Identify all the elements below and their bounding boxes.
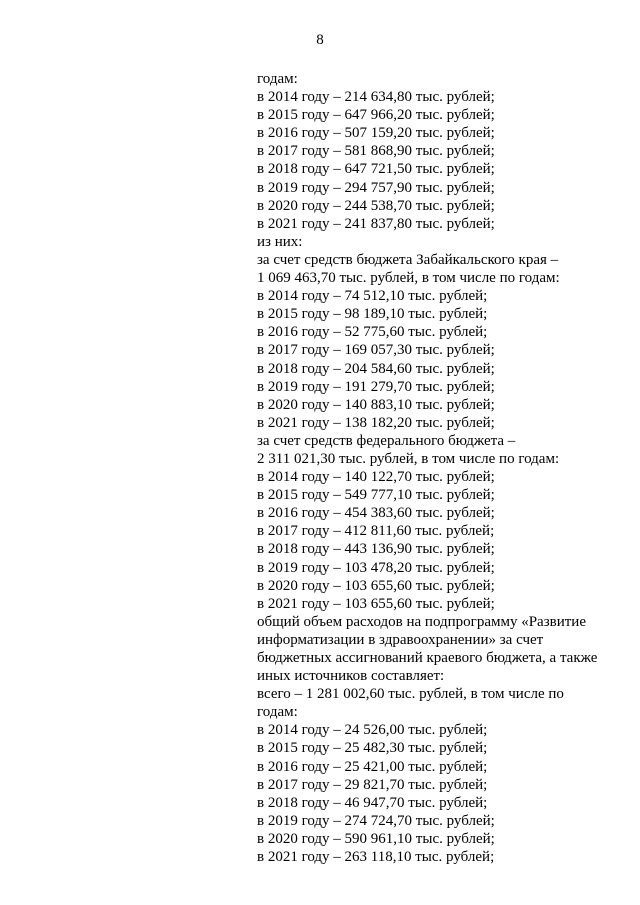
text-line: в 2019 году – 103 478,20 тыс. рублей;: [257, 559, 495, 576]
text-line: в 2021 году – 241 837,80 тыс. рублей;: [257, 215, 495, 232]
text-line: 2 311 021,30 тыс. рублей, в том числе по годам:: [257, 450, 560, 467]
text-line: в 2018 году – 46 947,70 тыс. рублей;: [257, 794, 488, 811]
text-line: в 2014 году – 214 634,80 тыс. рублей;: [257, 89, 495, 106]
text-line: в 2021 году – 263 118,10 тыс. рублей;: [257, 849, 495, 866]
text-line: иных источников составляет:: [257, 668, 445, 685]
text-line: в 2015 году – 647 966,20 тыс. рублей;: [257, 107, 495, 124]
text-line: в 2017 году – 169 057,30 тыс. рублей;: [257, 342, 495, 359]
text-line: в 2019 году – 191 279,70 тыс. рублей;: [257, 378, 495, 395]
text-line: бюджетных ассигнований краевого бюджета, а также: [257, 650, 598, 666]
text-line: за счет средств федерального бюджета –: [257, 432, 516, 449]
text-line: в 2014 году – 74 512,10 тыс. рублей;: [257, 288, 488, 305]
text-line: в 2020 году – 590 961,10 тыс. рублей;: [257, 830, 495, 847]
text-line: в 2016 году – 52 775,60 тыс. рублей;: [257, 324, 488, 341]
text-line: общий объем расходов на подпрограмму «Развитие: [257, 613, 586, 630]
text-line: в 2014 году – 140 122,70 тыс. рублей;: [257, 469, 495, 486]
text-line: 1 069 463,70 тыс. рублей, в том числе по годам:: [257, 270, 560, 287]
text-line: годам:: [257, 71, 298, 87]
text-line: в 2016 году – 25 421,00 тыс. рублей;: [257, 758, 488, 775]
text-line: в 2017 году – 29 821,70 тыс. рублей;: [257, 776, 488, 793]
text-line: в 2015 году – 98 189,10 тыс. рублей;: [257, 306, 488, 323]
page-number: 8: [316, 32, 324, 48]
text-line: в 2018 году – 204 584,60 тыс. рублей;: [257, 360, 495, 377]
text-line: в 2017 году – 581 868,90 тыс. рублей;: [257, 143, 495, 160]
text-line: из них:: [257, 233, 303, 250]
text-line: за счет средств бюджета Забайкальского края –: [257, 251, 559, 268]
document-body: [257, 70, 617, 866]
text-line: в 2018 году – 443 136,90 тыс. рублей;: [257, 541, 495, 558]
text-line: в 2021 году – 103 655,60 тыс. рублей;: [257, 595, 495, 612]
text-line: годам:: [257, 704, 298, 721]
text-line: в 2017 году – 412 811,60 тыс. рублей;: [257, 523, 495, 540]
text-line: в 2019 году – 294 757,90 тыс. рублей;: [257, 179, 495, 196]
text-line: в 2021 году – 138 182,20 тыс. рублей;: [257, 414, 495, 431]
text-line: в 2016 году – 507 159,20 тыс. рублей;: [257, 125, 495, 142]
text-line: в 2020 году – 140 883,10 тыс. рублей;: [257, 396, 495, 413]
text-line: информатизации в здравоохранении» за счет: [257, 631, 544, 648]
text-line: в 2018 году – 647 721,50 тыс. рублей;: [257, 161, 495, 178]
text-line: в 2019 году – 274 724,70 тыс. рублей;: [257, 812, 495, 829]
text-line: в 2014 году – 24 526,00 тыс. рублей;: [257, 722, 488, 739]
text-line: в 2020 году – 103 655,60 тыс. рублей;: [257, 577, 495, 594]
text-line: в 2020 году – 244 538,70 тыс. рублей;: [257, 197, 495, 214]
text-line: в 2015 году – 549 777,10 тыс. рублей;: [257, 487, 495, 504]
text-line: в 2015 году – 25 482,30 тыс. рублей;: [257, 740, 488, 757]
text-line: в 2016 году – 454 383,60 тыс. рублей;: [257, 505, 495, 522]
text-line: всего – 1 281 002,60 тыс. рублей, в том числе по: [257, 686, 564, 703]
